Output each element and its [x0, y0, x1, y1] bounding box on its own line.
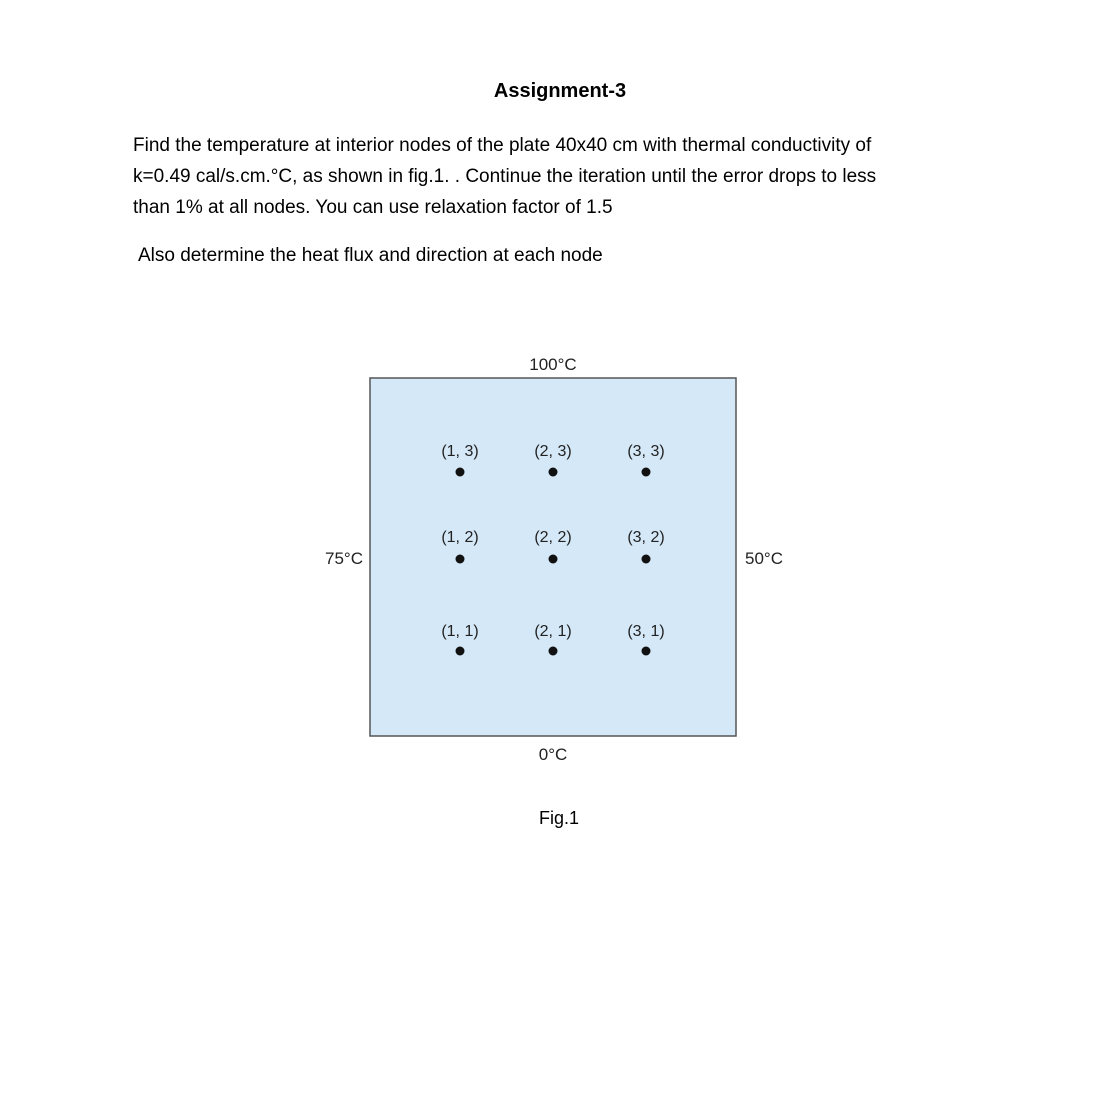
node-point	[549, 468, 558, 477]
node-label: (1, 3)	[441, 443, 479, 460]
paragraph-line: Find the temperature at interior nodes of the plate 40x40 cm with thermal conductivity of	[133, 135, 872, 156]
bottom-boundary-label: 0°C	[538, 745, 568, 764]
node-label: (3, 1)	[627, 623, 665, 640]
node-point	[549, 555, 558, 564]
top-boundary-label: 100°C	[529, 355, 577, 374]
node-point	[456, 468, 465, 477]
document-title: Assignment-3	[493, 80, 627, 102]
paragraph-line: than 1% at all nodes. You can use relaxation factor of 1.5	[133, 197, 613, 218]
node-label: (2, 1)	[534, 623, 572, 640]
paragraph-line: k=0.49 cal/s.cm.°C, as shown in fig.1. . Continue the iteration until the error drops to less	[133, 166, 877, 187]
node-point	[549, 647, 558, 656]
right-boundary-label: 50°C	[745, 549, 783, 568]
node-point	[642, 468, 651, 477]
node-label: (1, 2)	[441, 529, 479, 546]
node-point	[642, 555, 651, 564]
node-label: (1, 1)	[441, 623, 479, 640]
left-boundary-label: 75°C	[325, 549, 363, 568]
node-label: (2, 3)	[534, 443, 572, 460]
node-label: (3, 2)	[627, 529, 665, 546]
node-point	[642, 647, 651, 656]
figure-caption: Fig.1	[538, 808, 580, 828]
node-point	[456, 555, 465, 564]
node-label: (3, 3)	[627, 443, 665, 460]
node-label: (2, 2)	[534, 529, 572, 546]
heat-flux-instruction: Also determine the heat flux and direction at each node	[138, 245, 603, 266]
node-point	[456, 647, 465, 656]
